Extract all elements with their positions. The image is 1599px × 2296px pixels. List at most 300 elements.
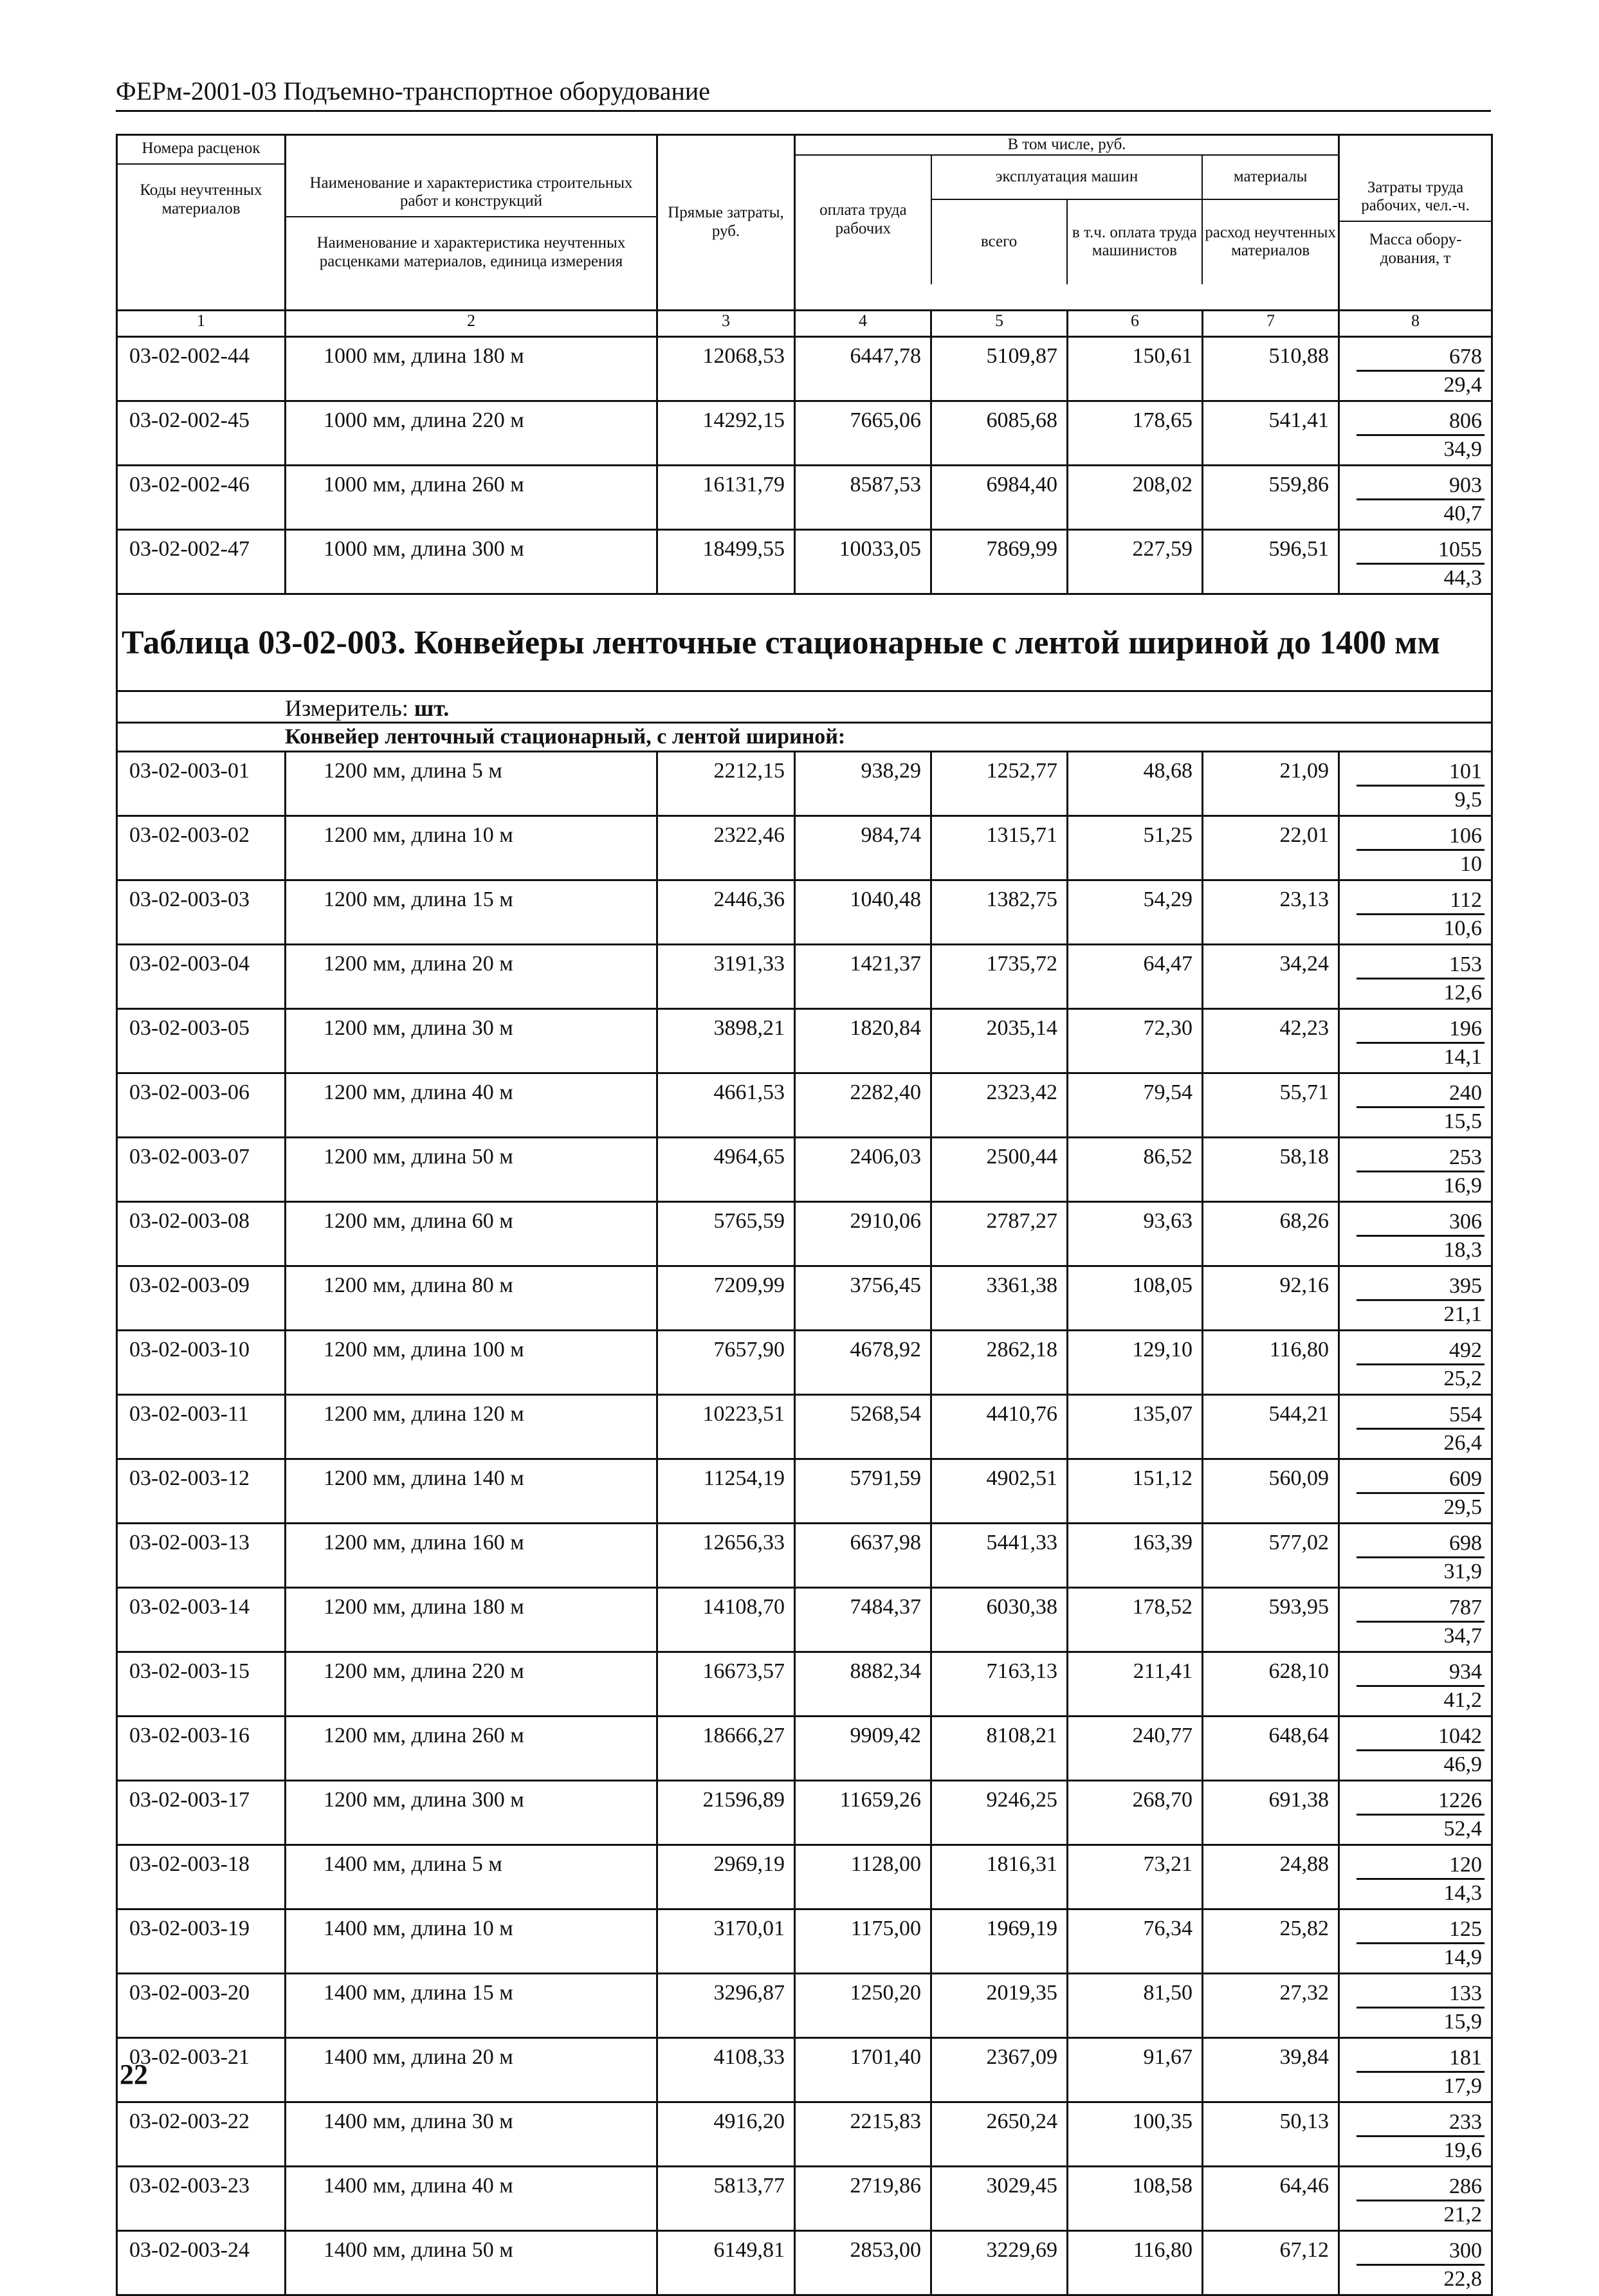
materials-cost: 21,09: [1203, 752, 1339, 816]
machines-total: 1735,72: [931, 945, 1068, 1009]
page-number: 22: [120, 2059, 148, 2090]
materials-cost: 628,10: [1203, 1652, 1339, 1717]
materials-cost: 58,18: [1203, 1138, 1339, 1202]
header-labor-hours: Затраты труда рабочих, чел.-ч.: [1340, 174, 1491, 223]
direct-cost: 7209,99: [657, 1266, 795, 1331]
column-number: 6: [1068, 311, 1203, 337]
labor-and-mass: [1339, 2231, 1492, 2295]
work-name: 1200 мм, длина 160 м: [286, 1524, 657, 1588]
labor-and-mass: [1339, 1717, 1492, 1781]
equipment-mass: 9,5: [1454, 788, 1483, 812]
operator-pay: 135,07: [1068, 1395, 1203, 1459]
labor-and-mass: [1339, 1138, 1492, 1202]
machines-total: 6085,68: [931, 401, 1068, 466]
materials-cost: 544,21: [1203, 1395, 1339, 1459]
labor-hours: 934: [1357, 1659, 1485, 1687]
equipment-mass: 14,9: [1443, 1945, 1483, 1969]
direct-cost: 6149,81: [657, 2231, 795, 2295]
rate-code: 03-02-003-18: [117, 1845, 286, 1909]
labor-pay: 11659,26: [795, 1781, 931, 1845]
rate-code: 03-02-003-13: [117, 1524, 286, 1588]
machines-total: 8108,21: [931, 1717, 1068, 1781]
work-name: 1400 мм, длина 5 м: [286, 1845, 657, 1909]
labor-pay: 8882,34: [795, 1652, 931, 1717]
labor-hours: 1226: [1357, 1788, 1485, 1816]
materials-cost: 593,95: [1203, 1588, 1339, 1652]
equipment-mass: 16,9: [1443, 1174, 1483, 1198]
direct-cost: 18666,27: [657, 1717, 795, 1781]
labor-and-mass: [1339, 880, 1492, 945]
materials-cost: 596,51: [1203, 530, 1339, 594]
operator-pay: 211,41: [1068, 1652, 1203, 1717]
materials-cost: 577,02: [1203, 1524, 1339, 1588]
direct-cost: 16131,79: [657, 466, 795, 530]
operator-pay: 48,68: [1068, 752, 1203, 816]
equipment-mass: 22,8: [1443, 2267, 1483, 2291]
machines-total: 1252,77: [931, 752, 1068, 816]
rate-code: 03-02-002-47: [117, 530, 286, 594]
labor-hours: 787: [1357, 1595, 1485, 1623]
column-number: 3: [657, 311, 795, 337]
machines-total: 2500,44: [931, 1138, 1068, 1202]
labor-and-mass: [1339, 1073, 1492, 1138]
operator-pay: 151,12: [1068, 1459, 1203, 1524]
equipment-mass: 17,9: [1443, 2074, 1483, 2098]
labor-hours: 492: [1357, 1338, 1485, 1365]
table-row: [117, 1974, 1492, 2038]
column-number: 5: [931, 311, 1068, 337]
labor-hours: 1042: [1357, 1724, 1485, 1751]
materials-cost: 55,71: [1203, 1073, 1339, 1138]
labor-pay: 938,29: [795, 752, 931, 816]
direct-cost: 3170,01: [657, 1909, 795, 1974]
rate-code: 03-02-003-14: [117, 1588, 286, 1652]
equipment-mass: 14,1: [1443, 1045, 1483, 1069]
rate-code: 03-02-003-09: [117, 1266, 286, 1331]
labor-pay: 1421,37: [795, 945, 931, 1009]
table-row: [117, 816, 1492, 880]
labor-and-mass: [1339, 1459, 1492, 1524]
rates-table: [116, 134, 1493, 2296]
labor-hours: 286: [1357, 2174, 1485, 2201]
machines-total: 2787,27: [931, 1202, 1068, 1266]
section-row: [117, 723, 1492, 752]
header-equipment-mass: Масса обору-дования, т: [1369, 231, 1462, 267]
machines-total: 1816,31: [931, 1845, 1068, 1909]
machines-total: 2019,35: [931, 1974, 1068, 2038]
labor-pay: 2719,86: [795, 2167, 931, 2231]
operator-pay: 129,10: [1068, 1331, 1203, 1395]
work-name: 1400 мм, длина 40 м: [286, 2167, 657, 2231]
table-row: [117, 337, 1492, 401]
labor-and-mass: [1339, 816, 1492, 880]
labor-and-mass: [1339, 401, 1492, 466]
rate-code: 03-02-003-22: [117, 2102, 286, 2167]
materials-cost: 25,82: [1203, 1909, 1339, 1974]
direct-cost: 4661,53: [657, 1073, 795, 1138]
labor-pay: 1820,84: [795, 1009, 931, 1073]
direct-cost: 14292,15: [657, 401, 795, 466]
labor-pay: 5268,54: [795, 1395, 931, 1459]
column-number: 2: [286, 311, 657, 337]
work-name: 1200 мм, длина 15 м: [286, 880, 657, 945]
labor-hours: 903: [1357, 473, 1485, 500]
materials-cost: 67,12: [1203, 2231, 1339, 2295]
materials-cost: 64,46: [1203, 2167, 1339, 2231]
labor-pay: 1040,48: [795, 880, 931, 945]
machines-total: 2650,24: [931, 2102, 1068, 2167]
rate-code: 03-02-003-02: [117, 816, 286, 880]
labor-pay: 3756,45: [795, 1266, 931, 1331]
equipment-mass: 21,1: [1443, 1302, 1483, 1326]
labor-and-mass: [1339, 530, 1492, 594]
machines-total: 1382,75: [931, 880, 1068, 945]
labor-and-mass: [1339, 2167, 1492, 2231]
table-row: [117, 2038, 1492, 2102]
rate-code: 03-02-002-45: [117, 401, 286, 466]
equipment-mass: 18,3: [1443, 1238, 1483, 1262]
equipment-mass: 40,7: [1443, 502, 1483, 525]
work-name: 1200 мм, длина 10 м: [286, 816, 657, 880]
direct-cost: 4916,20: [657, 2102, 795, 2167]
machines-total: 7163,13: [931, 1652, 1068, 1717]
machines-total: 2035,14: [931, 1009, 1068, 1073]
materials-cost: 92,16: [1203, 1266, 1339, 1331]
table-row: [117, 1909, 1492, 1974]
table-title-row: [117, 594, 1492, 691]
table-row: [117, 1073, 1492, 1138]
work-name: 1400 мм, длина 20 м: [286, 2038, 657, 2102]
labor-and-mass: [1339, 1652, 1492, 1717]
machines-total: 6984,40: [931, 466, 1068, 530]
labor-hours: 1055: [1357, 537, 1485, 565]
labor-hours: 306: [1357, 1209, 1485, 1237]
operator-pay: 86,52: [1068, 1138, 1203, 1202]
labor-and-mass: [1339, 337, 1492, 401]
operator-pay: 178,65: [1068, 401, 1203, 466]
work-name: 1200 мм, длина 260 м: [286, 1717, 657, 1781]
equipment-mass: 25,2: [1443, 1367, 1483, 1390]
direct-cost: 21596,89: [657, 1781, 795, 1845]
labor-and-mass: [1339, 1909, 1492, 1974]
labor-and-mass: [1339, 2102, 1492, 2167]
work-name: 1000 мм, длина 260 м: [286, 466, 657, 530]
labor-hours: 112: [1357, 888, 1485, 915]
machines-total: 1969,19: [931, 1909, 1068, 1974]
operator-pay: 72,30: [1068, 1009, 1203, 1073]
operator-pay: 51,25: [1068, 816, 1203, 880]
work-name: 1400 мм, длина 30 м: [286, 2102, 657, 2167]
operator-pay: 91,67: [1068, 2038, 1203, 2102]
table-title-cell: [117, 594, 1492, 691]
machines-total: 3361,38: [931, 1266, 1068, 1331]
document-title: ФЕРм-2001-03 Подъемно-транспортное оборудование: [116, 77, 711, 105]
work-name: 1200 мм, длина 80 м: [286, 1266, 657, 1331]
work-name: 1000 мм, длина 220 м: [286, 401, 657, 466]
labor-pay: 8587,53: [795, 466, 931, 530]
operator-pay: 150,61: [1068, 337, 1203, 401]
labor-hours: 609: [1357, 1466, 1485, 1494]
direct-cost: 12068,53: [657, 337, 795, 401]
operator-pay: 93,63: [1068, 1202, 1203, 1266]
direct-cost: 5765,59: [657, 1202, 795, 1266]
equipment-mass: 46,9: [1443, 1753, 1483, 1776]
machines-total: 3029,45: [931, 2167, 1068, 2231]
machines-total: 2367,09: [931, 2038, 1068, 2102]
operator-pay: 64,47: [1068, 945, 1203, 1009]
work-name: 1200 мм, длина 300 м: [286, 1781, 657, 1845]
column-number: 8: [1339, 311, 1492, 337]
labor-and-mass: [1339, 2038, 1492, 2102]
operator-pay: 81,50: [1068, 1974, 1203, 2038]
rate-code: 03-02-003-20: [117, 1974, 286, 2038]
equipment-mass: 10: [1460, 852, 1483, 876]
equipment-mass: 10,6: [1443, 916, 1483, 940]
labor-hours: 106: [1357, 823, 1485, 851]
work-name: 1200 мм, длина 5 м: [286, 752, 657, 816]
labor-pay: 1175,00: [795, 1909, 931, 1974]
header-materials: материалы: [1202, 155, 1338, 199]
materials-cost: 27,32: [1203, 1974, 1339, 2038]
equipment-mass: 26,4: [1443, 1431, 1483, 1455]
labor-pay: 10033,05: [795, 530, 931, 594]
work-name: 1200 мм, длина 220 м: [286, 1652, 657, 1717]
labor-hours: 233: [1357, 2109, 1485, 2137]
rate-code: 03-02-003-08: [117, 1202, 286, 1266]
machines-total: 3229,69: [931, 2231, 1068, 2295]
machines-total: 4902,51: [931, 1459, 1068, 1524]
rate-code: 03-02-003-17: [117, 1781, 286, 1845]
operator-pay: 108,58: [1068, 2167, 1203, 2231]
work-name: 1400 мм, длина 50 м: [286, 2231, 657, 2295]
column-number: 7: [1203, 311, 1339, 337]
labor-hours: 806: [1357, 408, 1485, 436]
header-rate-numbers: Номера расценок: [118, 136, 284, 165]
rate-code: 03-02-003-12: [117, 1459, 286, 1524]
table-header-row: [117, 135, 1492, 311]
operator-pay: 240,77: [1068, 1717, 1203, 1781]
labor-pay: 2910,06: [795, 1202, 931, 1266]
labor-hours: 300: [1357, 2238, 1485, 2266]
work-name: 1200 мм, длина 180 м: [286, 1588, 657, 1652]
section-heading: Конвейер ленточный стационарный, с лентой шириной:: [117, 723, 1492, 752]
labor-pay: 7484,37: [795, 1588, 931, 1652]
machines-total: 5441,33: [931, 1524, 1068, 1588]
work-name: 1200 мм, длина 50 м: [286, 1138, 657, 1202]
labor-hours: 554: [1357, 1402, 1485, 1430]
labor-and-mass: [1339, 1266, 1492, 1331]
labor-hours: 125: [1357, 1917, 1485, 1944]
equipment-mass: 15,5: [1443, 1109, 1483, 1133]
labor-hours: 181: [1357, 2045, 1485, 2073]
work-name: 1000 мм, длина 300 м: [286, 530, 657, 594]
table-row: [117, 1395, 1492, 1459]
rate-code: 03-02-003-10: [117, 1331, 286, 1395]
table-row: [117, 2102, 1492, 2167]
rate-code: 03-02-003-24: [117, 2231, 286, 2295]
materials-cost: 648,64: [1203, 1717, 1339, 1781]
equipment-mass: 21,2: [1443, 2203, 1483, 2227]
labor-and-mass: [1339, 1009, 1492, 1073]
direct-cost: 7657,90: [657, 1331, 795, 1395]
rate-code: 03-02-003-19: [117, 1909, 286, 1974]
table-row: [117, 1652, 1492, 1717]
labor-pay: 1250,20: [795, 1974, 931, 2038]
rate-code: 03-02-003-23: [117, 2167, 286, 2231]
operator-pay: 54,29: [1068, 880, 1203, 945]
direct-cost: 4964,65: [657, 1138, 795, 1202]
equipment-mass: 12,6: [1443, 981, 1483, 1005]
labor-pay: 1701,40: [795, 2038, 931, 2102]
materials-cost: 39,84: [1203, 2038, 1339, 2102]
rate-code: 03-02-002-46: [117, 466, 286, 530]
header-material-codes: Коды неучтенных материалов: [140, 181, 262, 217]
work-name: 1400 мм, длина 10 м: [286, 1909, 657, 1974]
labor-pay: 1128,00: [795, 1845, 931, 1909]
work-name: 1000 мм, длина 180 м: [286, 337, 657, 401]
rate-code: 03-02-003-21: [117, 2038, 286, 2102]
header-machine-operation: эксплуатация машин: [931, 155, 1203, 199]
operator-pay: 178,52: [1068, 1588, 1203, 1652]
header-work-name: Наименование и характеристика строительных работ и конструкций: [286, 170, 656, 218]
direct-cost: 3898,21: [657, 1009, 795, 1073]
labor-hours: 196: [1357, 1016, 1485, 1044]
equipment-mass: 19,6: [1443, 2138, 1483, 2162]
labor-hours: 253: [1357, 1145, 1485, 1172]
labor-and-mass: [1339, 1524, 1492, 1588]
materials-cost: 50,13: [1203, 2102, 1339, 2167]
header-operator-pay: в т.ч. оплата труда машинистов: [1067, 199, 1203, 284]
machines-total: 5109,87: [931, 337, 1068, 401]
labor-hours: 120: [1357, 1852, 1485, 1880]
equipment-mass: 41,2: [1443, 1688, 1483, 1712]
direct-cost: 3191,33: [657, 945, 795, 1009]
materials-cost: 23,13: [1203, 880, 1339, 945]
materials-cost: 116,80: [1203, 1331, 1339, 1395]
machines-total: 2862,18: [931, 1331, 1068, 1395]
machines-total: 1315,71: [931, 816, 1068, 880]
work-name: 1400 мм, длина 15 м: [286, 1974, 657, 2038]
materials-cost: 560,09: [1203, 1459, 1339, 1524]
equipment-mass: 14,3: [1443, 1881, 1483, 1905]
labor-hours: 395: [1357, 1273, 1485, 1301]
rate-code: 03-02-003-03: [117, 880, 286, 945]
work-name: 1200 мм, длина 30 м: [286, 1009, 657, 1073]
table-row: [117, 880, 1492, 945]
labor-hours: 698: [1357, 1531, 1485, 1558]
work-name: 1200 мм, длина 100 м: [286, 1331, 657, 1395]
direct-cost: 18499,55: [657, 530, 795, 594]
table-row: [117, 1331, 1492, 1395]
table-row: [117, 752, 1492, 816]
table-row: [117, 401, 1492, 466]
table-row: [117, 2167, 1492, 2231]
header-labor-pay: оплата труда рабочих: [819, 201, 907, 237]
materials-cost: 22,01: [1203, 816, 1339, 880]
unit-cell: [117, 691, 1492, 723]
materials-cost: 68,26: [1203, 1202, 1339, 1266]
direct-cost: 11254,19: [657, 1459, 795, 1524]
labor-hours: 133: [1357, 1981, 1485, 2009]
labor-pay: 2853,00: [795, 2231, 931, 2295]
machines-total: 4410,76: [931, 1395, 1068, 1459]
table-row: [117, 1459, 1492, 1524]
operator-pay: 227,59: [1068, 530, 1203, 594]
operator-pay: 268,70: [1068, 1781, 1203, 1845]
equipment-mass: 29,5: [1443, 1495, 1483, 1519]
operator-pay: 100,35: [1068, 2102, 1203, 2167]
table-row: [117, 1588, 1492, 1652]
labor-pay: 2215,83: [795, 2102, 931, 2167]
table-row: [117, 1781, 1492, 1845]
direct-cost: 14108,70: [657, 1588, 795, 1652]
labor-pay: 2406,03: [795, 1138, 931, 1202]
labor-pay: 9909,42: [795, 1717, 931, 1781]
rate-code: 03-02-003-05: [117, 1009, 286, 1073]
operator-pay: 163,39: [1068, 1524, 1203, 1588]
equipment-mass: 44,3: [1443, 566, 1483, 590]
direct-cost: 5813,77: [657, 2167, 795, 2231]
work-name: 1200 мм, длина 20 м: [286, 945, 657, 1009]
direct-cost: 16673,57: [657, 1652, 795, 1717]
direct-cost: 2322,46: [657, 816, 795, 880]
operator-pay: 79,54: [1068, 1073, 1203, 1138]
machines-total: 7869,99: [931, 530, 1068, 594]
equipment-mass: 31,9: [1443, 1560, 1483, 1583]
labor-pay: 7665,06: [795, 401, 931, 466]
table-row: [117, 2231, 1492, 2295]
materials-cost: 42,23: [1203, 1009, 1339, 1073]
labor-and-mass: [1339, 1588, 1492, 1652]
equipment-mass: 29,4: [1443, 373, 1483, 397]
operator-pay: 73,21: [1068, 1845, 1203, 1909]
rate-code: 03-02-003-15: [117, 1652, 286, 1717]
unit-value: шт.: [414, 695, 450, 721]
table-row: [117, 1845, 1492, 1909]
work-name: 1200 мм, длина 140 м: [286, 1459, 657, 1524]
table-row: [117, 466, 1492, 530]
direct-cost: 4108,33: [657, 2038, 795, 2102]
header-including: В том числе, руб.: [796, 136, 1338, 155]
labor-pay: 6637,98: [795, 1524, 931, 1588]
labor-and-mass: [1339, 466, 1492, 530]
materials-cost: 34,24: [1203, 945, 1339, 1009]
labor-and-mass: [1339, 1395, 1492, 1459]
direct-cost: 2212,15: [657, 752, 795, 816]
header-breakdown: [796, 136, 1338, 284]
labor-pay: 2282,40: [795, 1073, 931, 1138]
table-row: [117, 1009, 1492, 1073]
header-material-name: Наименование и характеристика неучтенных расценками материалов, единица измерения: [316, 234, 626, 270]
labor-pay: 984,74: [795, 816, 931, 880]
labor-and-mass: [1339, 752, 1492, 816]
work-name: 1200 мм, длина 40 м: [286, 1073, 657, 1138]
materials-cost: 559,86: [1203, 466, 1339, 530]
equipment-mass: 15,9: [1443, 2010, 1483, 2034]
column-number: 4: [795, 311, 931, 337]
labor-hours: 153: [1357, 952, 1485, 979]
table-row: [117, 945, 1492, 1009]
header-direct-costs: Прямые затраты, руб.: [657, 135, 795, 311]
labor-pay: 6447,78: [795, 337, 931, 401]
unit-row: [117, 691, 1492, 723]
page-header: [116, 76, 1491, 112]
materials-cost: 510,88: [1203, 337, 1339, 401]
materials-cost: 541,41: [1203, 401, 1339, 466]
table-row: [117, 1717, 1492, 1781]
labor-and-mass: [1339, 1202, 1492, 1266]
rate-code: 03-02-003-04: [117, 945, 286, 1009]
